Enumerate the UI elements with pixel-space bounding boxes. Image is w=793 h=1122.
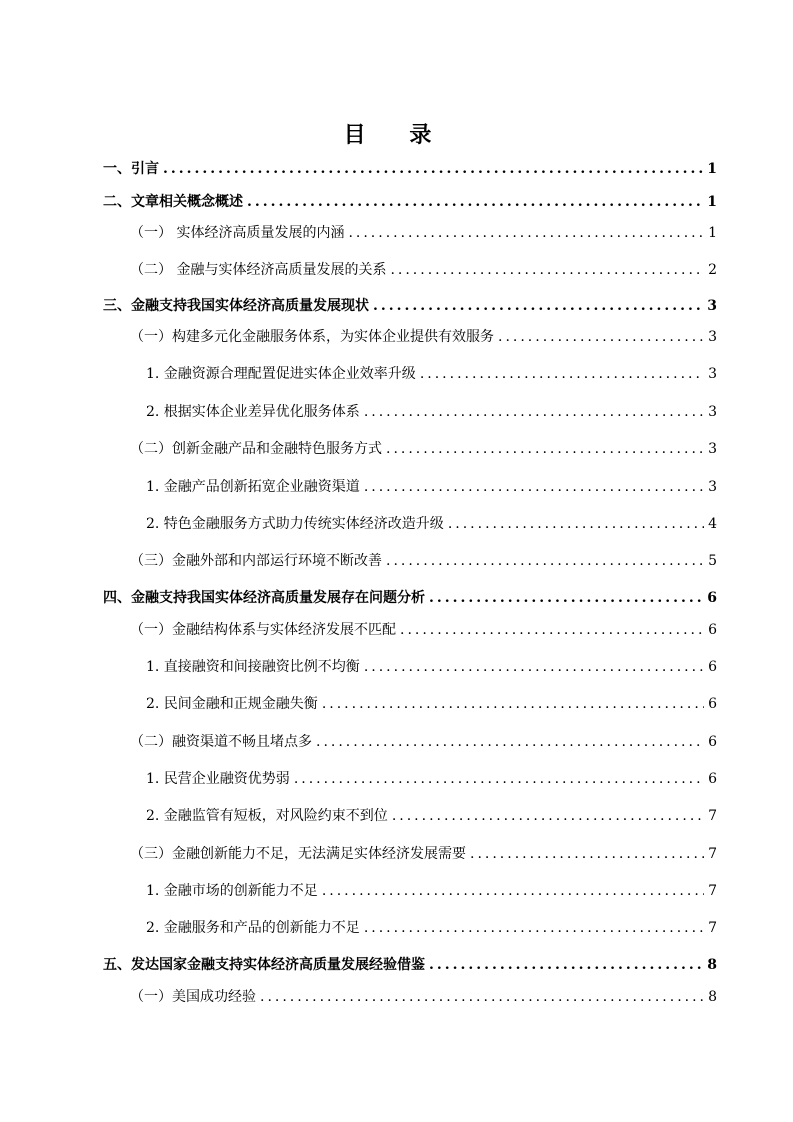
- toc-entry-label: 五、发达国家金融支持实体经济高质量发展经验借鉴: [103, 957, 425, 973]
- toc-entry-label: 三、金融支持我国实体经济高质量发展现状: [103, 298, 369, 314]
- toc-leader: [392, 808, 704, 824]
- toc-entry[interactable]: [146, 401, 717, 421]
- toc-entry-label: 2. 根据实体企业差异优化服务体系: [146, 404, 360, 420]
- toc-entry-label: （一） 实体经济高质量发展的内涵: [130, 225, 345, 241]
- toc-leader: [364, 659, 704, 675]
- toc-entry-label: （三）金融创新能力不足，无法满足实体经济发展需要: [130, 846, 466, 862]
- toc-entry-label: 2. 特色金融服务方式助力传统实体经济改造升级: [146, 516, 444, 532]
- toc-entry-label: （三）金融外部和内部运行环境不断改善: [130, 553, 382, 569]
- toc-entry-label: 1. 直接融资和间接融资比例不均衡: [146, 659, 360, 675]
- toc-entry[interactable]: [130, 222, 717, 242]
- toc-entry-page: 5: [708, 553, 717, 569]
- toc-entry[interactable]: [146, 363, 717, 383]
- toc-entry-label: （一）美国成功经验: [130, 989, 256, 1005]
- toc-leader: [316, 734, 704, 750]
- toc-entry[interactable]: [130, 731, 717, 751]
- toc-leader: [386, 441, 704, 457]
- toc-entry-page: 6: [708, 696, 717, 712]
- toc-leader: [400, 622, 704, 638]
- toc-entry-label: （二）创新金融产品和金融特色服务方式: [130, 441, 382, 457]
- toc-entry-page: 3: [708, 404, 717, 420]
- toc-entry-page: 6: [708, 771, 717, 787]
- toc-entry-page: 3: [708, 441, 717, 457]
- toc-leader: [429, 957, 703, 973]
- toc-leader: [322, 696, 704, 712]
- toc-leader: [247, 194, 703, 210]
- toc-entry-label: （一）构建多元化金融服务体系，为实体企业提供有效服务: [130, 329, 494, 345]
- toc-entry[interactable]: [130, 986, 717, 1006]
- toc-leader: [163, 161, 703, 177]
- toc-entry-page: 1: [708, 225, 717, 241]
- toc-entry-page: 7: [708, 920, 717, 936]
- toc-entry-page: 6: [708, 734, 717, 750]
- toc-leader: [260, 989, 704, 1005]
- toc-leader: [470, 846, 704, 862]
- toc-entry-page: 7: [708, 846, 717, 862]
- toc-entry-page: 1: [707, 161, 717, 177]
- toc-entry[interactable]: [130, 259, 717, 279]
- toc-entry-page: 8: [707, 957, 717, 973]
- toc-entry-page: 6: [708, 622, 717, 638]
- toc-entry[interactable]: [103, 158, 717, 178]
- toc-entry-page: 2: [708, 262, 717, 278]
- toc-entry[interactable]: [130, 438, 717, 458]
- toc-leader: [364, 404, 704, 420]
- toc-entry-label: 2. 金融监管有短板，对风险约束不到位: [146, 808, 388, 824]
- toc-entry-label: 1. 金融市场的创新能力不足: [146, 883, 318, 899]
- toc-entry-page: 3: [708, 479, 717, 495]
- toc-entry-page: 3: [708, 366, 717, 382]
- toc-entry[interactable]: [146, 805, 717, 825]
- toc-entry-page: 3: [707, 298, 717, 314]
- toc-leader: [364, 920, 704, 936]
- toc-entry-label: 一、引言: [103, 161, 159, 177]
- toc-leader: [498, 329, 704, 345]
- toc-entry[interactable]: [103, 295, 717, 315]
- toc-entry[interactable]: [146, 476, 717, 496]
- toc-entry-label: （二） 金融与实体经济高质量发展的关系: [130, 262, 387, 278]
- toc-entry-page: 3: [708, 329, 717, 345]
- toc-entry[interactable]: [146, 880, 717, 900]
- toc-entry-label: 二、文章相关概念概述: [103, 194, 243, 210]
- toc-leader: [322, 883, 704, 899]
- toc-entry-label: 四、金融支持我国实体经济高质量发展存在问题分析: [103, 590, 425, 606]
- toc-leader: [373, 298, 703, 314]
- toc-entry-label: 1. 民营企业融资优势弱: [146, 771, 290, 787]
- toc-entry-page: 8: [708, 989, 717, 1005]
- toc-leader: [448, 516, 704, 532]
- toc-entry-label: 2. 民间金融和正规金融失衡: [146, 696, 318, 712]
- toc-entry[interactable]: [146, 917, 717, 937]
- toc-entry-label: 2. 金融服务和产品的创新能力不足: [146, 920, 360, 936]
- toc-entry-label: 1. 金融产品创新拓宽企业融资渠道: [146, 479, 360, 495]
- toc-entry-label: （一）金融结构体系与实体经济发展不匹配: [130, 622, 396, 638]
- toc-leader: [294, 771, 704, 787]
- toc-leader: [348, 225, 704, 241]
- toc-entry[interactable]: [130, 843, 717, 863]
- toc-entry-page: 1: [707, 194, 717, 210]
- toc-leader: [386, 553, 704, 569]
- toc-leader: [420, 366, 704, 382]
- toc-entry[interactable]: [103, 954, 717, 974]
- toc-leader: [429, 590, 703, 606]
- toc-entry[interactable]: [146, 513, 717, 533]
- toc-entry-label: 1. 金融资源合理配置促进实体企业效率升级: [146, 366, 416, 382]
- toc-entry[interactable]: [146, 693, 717, 713]
- toc-entry-label: （二）融资渠道不畅且堵点多: [130, 734, 312, 750]
- toc-entry[interactable]: [103, 587, 717, 607]
- toc-entry[interactable]: [130, 326, 717, 346]
- toc-leader: [390, 262, 704, 278]
- toc-entry[interactable]: [130, 550, 717, 570]
- toc-entry-page: 6: [708, 659, 717, 675]
- toc-entry-page: 6: [707, 590, 717, 606]
- toc-entry[interactable]: [103, 191, 717, 211]
- toc-entry-page: 7: [708, 883, 717, 899]
- toc-entry-page: 7: [708, 808, 717, 824]
- toc-entry[interactable]: [146, 656, 717, 676]
- toc-entry[interactable]: [146, 768, 717, 788]
- toc-leader: [364, 479, 704, 495]
- toc-title: 目 录: [343, 122, 450, 148]
- toc-entry[interactable]: [130, 619, 717, 639]
- toc-entry-page: 4: [708, 516, 717, 532]
